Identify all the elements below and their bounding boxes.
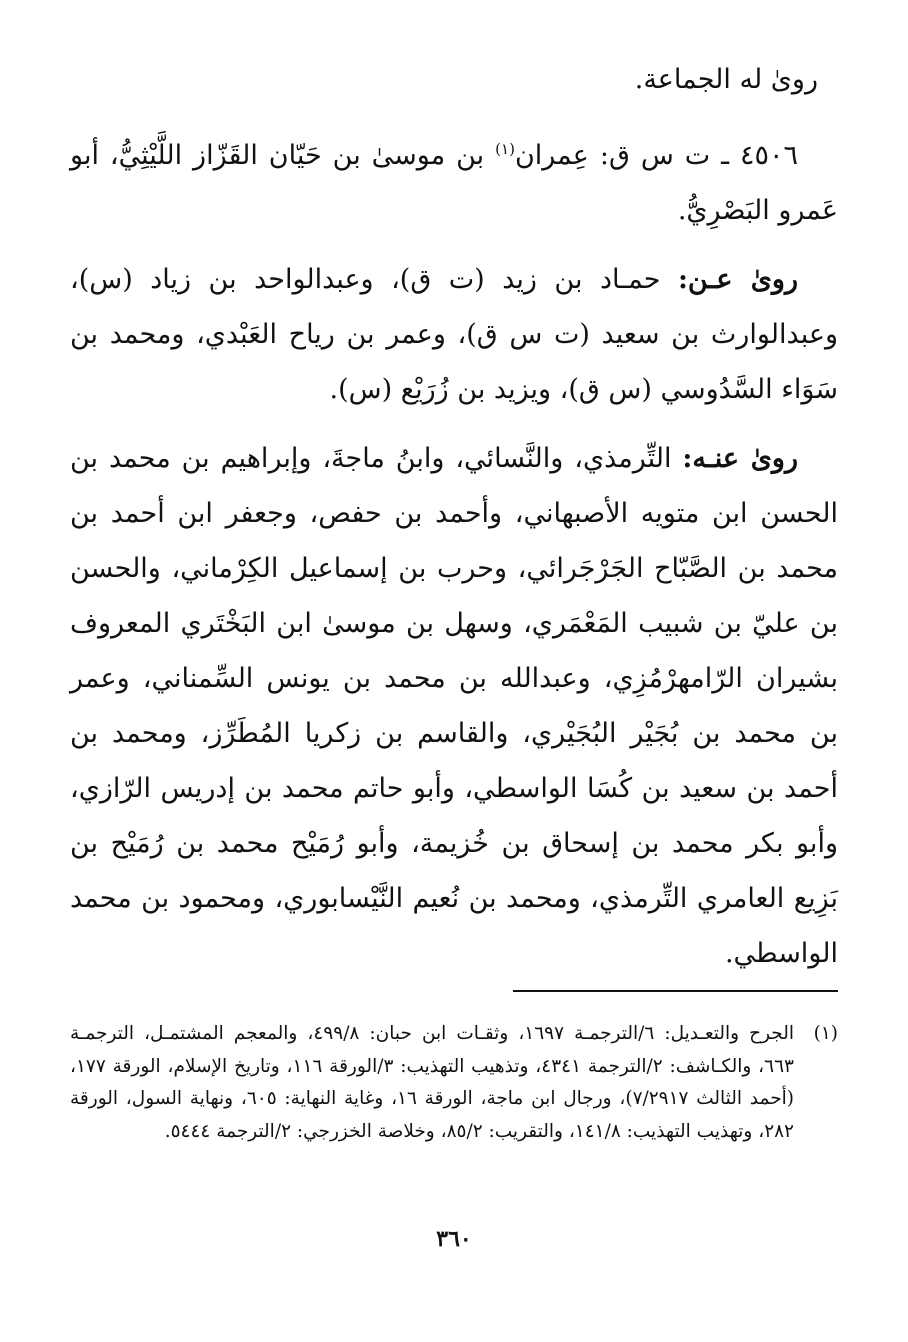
intro-line: روىٰ له الجماعة.: [634, 64, 818, 95]
entry-name-rest: بن موسىٰ بن حَيّان القَزّاز اللَّيْثِيُّ، أبو عَمرو البَصْرِيُّ.: [70, 140, 838, 226]
narrated-from-paragraph: [70, 252, 838, 417]
narrated-from-text: حمـاد بن زيد (ت ق)، وعبدالواحد بن زياد (س)، وعبدالوارث بن سعيد (ت س ق)، وعمر بن رياح العَبْدي، ومحمد بن سَوَاء السَّدُوسي (س ق)، ويزيد بن زُرَيْع (س).: [70, 264, 838, 405]
footnote-number: (١): [813, 1023, 838, 1044]
footnote-divider: [513, 990, 838, 992]
footnote: [70, 1018, 838, 1148]
main-text: [70, 128, 838, 981]
narrated-by-paragraph: [70, 431, 838, 981]
footnote-text: الجرح والتعـديل: ٦/الترجمـة ١٦٩٧، وثقـات ابن حبان: ٤٩٩/٨، والمعجم المشتمـل، الترجمـة ٦٦٣، والكـاشف: ٢/الترجمة ٤٣٤١، وتذهيب التهذيب: ٣/الورقة ١١٦، وتاريخ الإسلام، الورقة ١٧٧، (أحمد الثالث ٧/٢٩١٧)، ورجال ابن ماجة، الورقة ١٦، وغاية النهاية: ٦٠٥، ونهاية السول، الورقة ٢٨٢، وتهذيب التهذيب: ١٤١/٨، والتقريب: ٨٥/٢، وخلاصة الخزرجي: ٢/الترجمة ٥٤٤٤.: [70, 1023, 795, 1142]
book-page: [70, 50, 838, 1300]
entry-symbols: ـ ت س ق:: [599, 140, 730, 171]
entry-number: ٤٥٠٦: [739, 140, 798, 171]
narrated-from-label: روىٰ عـن:: [677, 264, 798, 295]
biography-entry: [70, 128, 838, 238]
page-number: ٣٦٠: [436, 1226, 472, 1252]
entry-name: عِمران: [514, 140, 589, 171]
narrated-by-text: التِّرمذي، والنَّسائي، وابنُ ماجةَ، وإبراهيم بن محمد بن الحسن ابن متويه الأصبهاني، وأحمد بن حفص، وجعفر ابن أحمد بن محمد بن الصَّبّاح الجَرْجَرائي، وحرب بن إسماعيل الكِرْماني، والحسن بن عليّ بن شبيب المَعْمَري، وسهل بن موسىٰ ابن البَخْتَري المعروف بشيران الرّامهرْمُزِي، وعبدالله بن محمد بن يونس السِّمناني، وعمر بن محمد بن بُجَيْر البُجَيْري، والقاسم بن زكريا المُطَرِّز، ومحمد بن أحمد بن سعيد بن كُسَا الواسطي، وأبو حاتم محمد بن إدريس الرّازي، وأبو بكر محمد بن إسحاق بن خُزيمة، وأبو رُمَيْح محمد بن رُمَيْح بن بَزِيع العامري التِّرمذي، ومحمد بن نُعيم النَّيْسابوري، ومحمود بن محمد الواسطي.: [70, 443, 838, 969]
narrated-by-label: روىٰ عنـه:: [682, 443, 798, 474]
footnote-reference: (١): [495, 140, 515, 158]
